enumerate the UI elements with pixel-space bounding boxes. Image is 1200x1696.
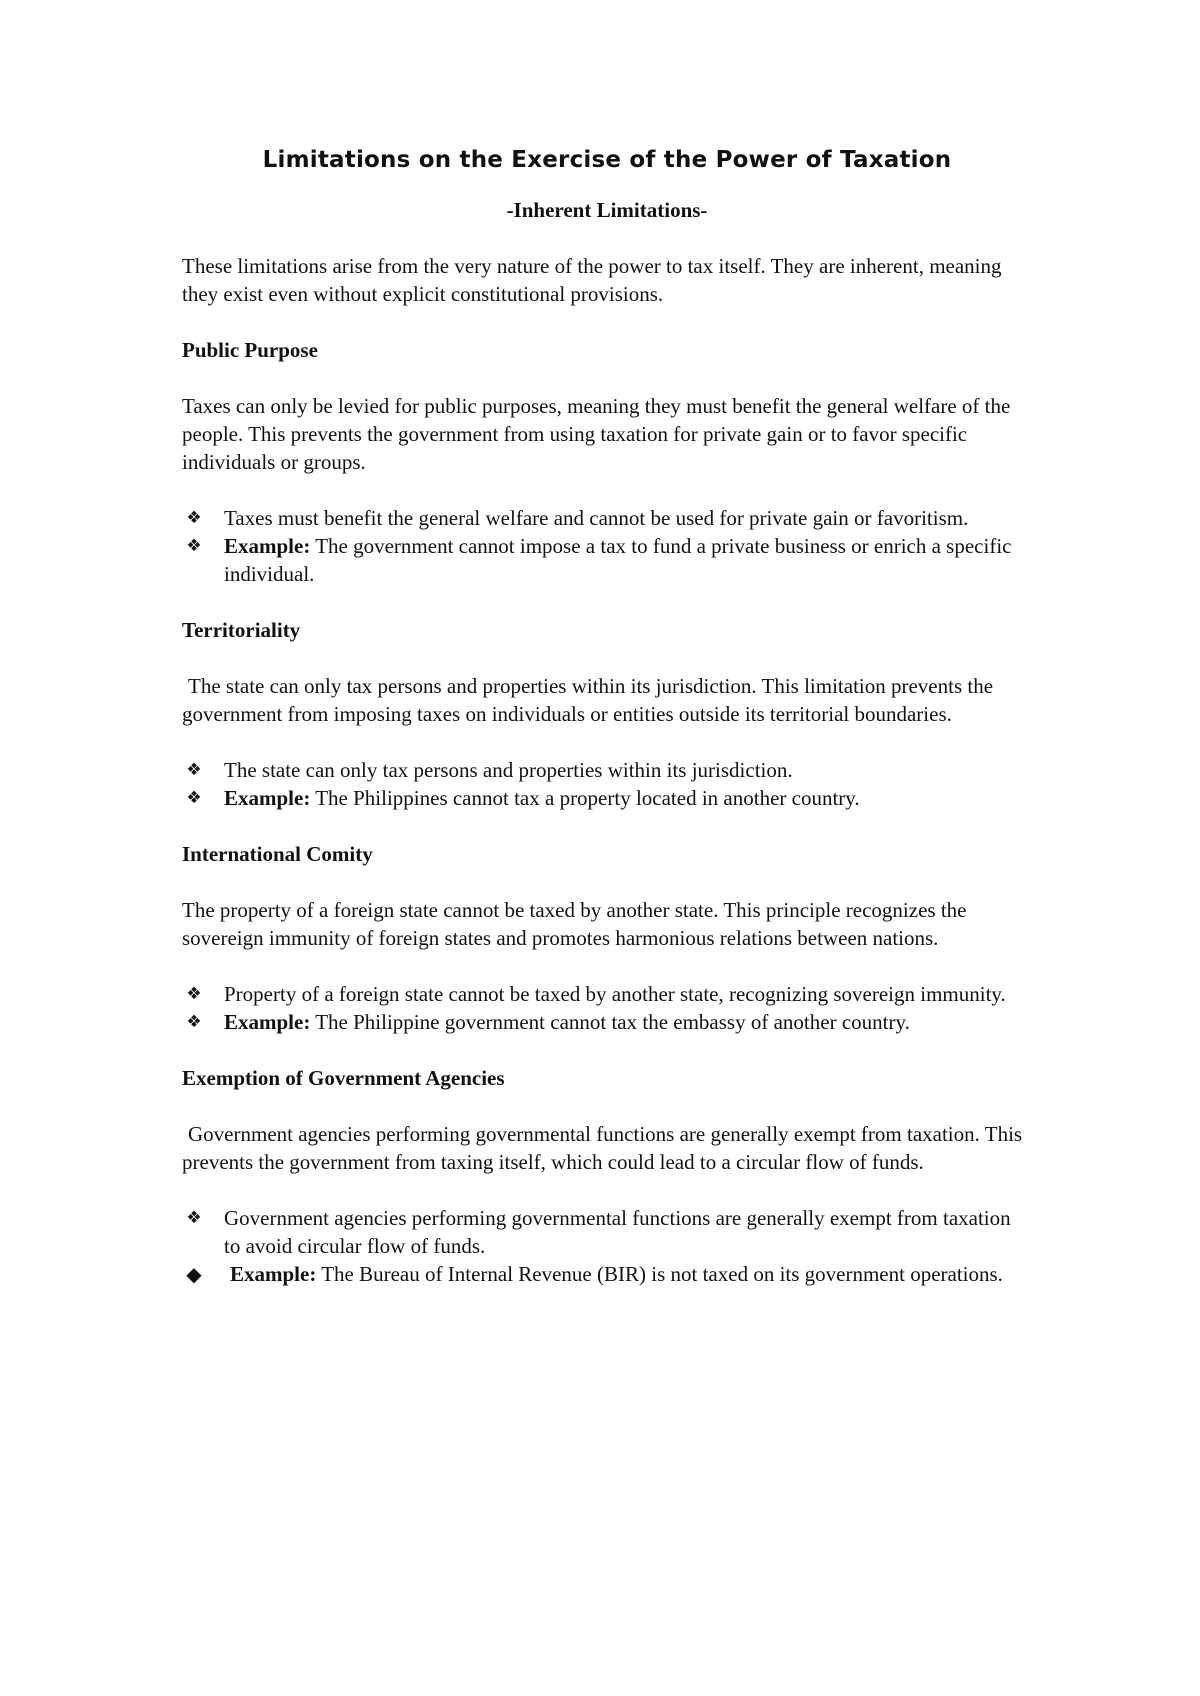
section-body: The state can only tax persons and properties within its jurisdiction. This limitation prevents the government from imposing taxes on individuals or entities outside its territorial boundaries. bbox=[182, 674, 994, 726]
example-label: Example: bbox=[224, 786, 311, 810]
section-exemption-government-agencies bbox=[182, 1064, 1032, 1288]
example-text: The Philippines cannot tax a property located in another country. bbox=[315, 786, 860, 810]
intro-paragraph: These limitations arise from the very nature of the power to tax itself. They are inherent, meaning they exist even without explicit constitutional provisions. bbox=[182, 254, 1002, 306]
section-body: Taxes can only be levied for public purposes, meaning they must benefit the general welfare of the people. This prevents the government from using taxation for private gain or to favor specific individuals or groups. bbox=[182, 394, 1011, 474]
section-territoriality bbox=[182, 616, 1032, 812]
diamond-bullet-icon: ❖ bbox=[186, 788, 202, 808]
diamond-bullet-icon: ❖ bbox=[186, 1208, 202, 1228]
example-item bbox=[182, 1260, 1032, 1288]
example-text: The Bureau of Internal Revenue (BIR) is not taxed on its government operations. bbox=[321, 1262, 1003, 1286]
diamond-bullet-icon: ❖ bbox=[186, 508, 202, 528]
section-public-purpose bbox=[182, 336, 1032, 588]
section-international-comity bbox=[182, 840, 1032, 1036]
diamond-bullet-icon: ❖ bbox=[186, 1012, 202, 1032]
example-item bbox=[182, 1008, 1032, 1036]
example-label: Example: bbox=[230, 1262, 317, 1286]
bullet-list bbox=[182, 980, 1032, 1036]
example-label: Example: bbox=[224, 534, 311, 558]
bullet-text: The state can only tax persons and properties within its jurisdiction. bbox=[224, 758, 793, 782]
diamond-bullet-icon: ❖ bbox=[186, 536, 202, 556]
example-label: Example: bbox=[224, 1010, 311, 1034]
bullet-item bbox=[182, 504, 1032, 532]
example-item bbox=[182, 532, 1032, 588]
document-title: Limitations on the Exercise of the Power of Taxation bbox=[262, 147, 952, 173]
section-heading: Exemption of Government Agencies bbox=[182, 1066, 505, 1090]
section-heading: Territoriality bbox=[182, 618, 301, 642]
section-body: The property of a foreign state cannot be taxed by another state. This principle recognizes the sovereign immunity of foreign states and promotes harmonious relations between nations. bbox=[182, 898, 967, 950]
example-text: The Philippine government cannot tax the embassy of another country. bbox=[315, 1010, 910, 1034]
bullet-item bbox=[182, 756, 1032, 784]
bullet-text: Taxes must benefit the general welfare and cannot be used for private gain or favoritism. bbox=[224, 506, 969, 530]
example-item bbox=[182, 784, 1032, 812]
diamond-bullet-icon: ❖ bbox=[186, 760, 202, 780]
section-heading: International Comity bbox=[182, 842, 373, 866]
example-text: The government cannot impose a tax to fund a private business or enrich a specific individual. bbox=[224, 534, 1012, 586]
bullet-text: Property of a foreign state cannot be taxed by another state, recognizing sovereign immunity. bbox=[224, 982, 1006, 1006]
bullet-list bbox=[182, 756, 1032, 812]
bullet-list bbox=[182, 1204, 1032, 1288]
bullet-text: Government agencies performing governmental functions are generally exempt from taxation to avoid circular flow of funds. bbox=[224, 1206, 1011, 1258]
solid-diamond-bullet-icon: ◆ bbox=[186, 1262, 202, 1286]
document-subtitle: -Inherent Limitations- bbox=[506, 198, 708, 222]
bullet-item bbox=[182, 980, 1032, 1008]
document-content bbox=[182, 140, 1032, 1288]
bullet-list bbox=[182, 504, 1032, 588]
section-body: Government agencies performing governmental functions are generally exempt from taxation. This prevents the government from taxing itself, which could lead to a circular flow of funds. bbox=[182, 1122, 1023, 1174]
section-heading: Public Purpose bbox=[182, 338, 318, 362]
bullet-item bbox=[182, 1204, 1032, 1260]
diamond-bullet-icon: ❖ bbox=[186, 984, 202, 1004]
